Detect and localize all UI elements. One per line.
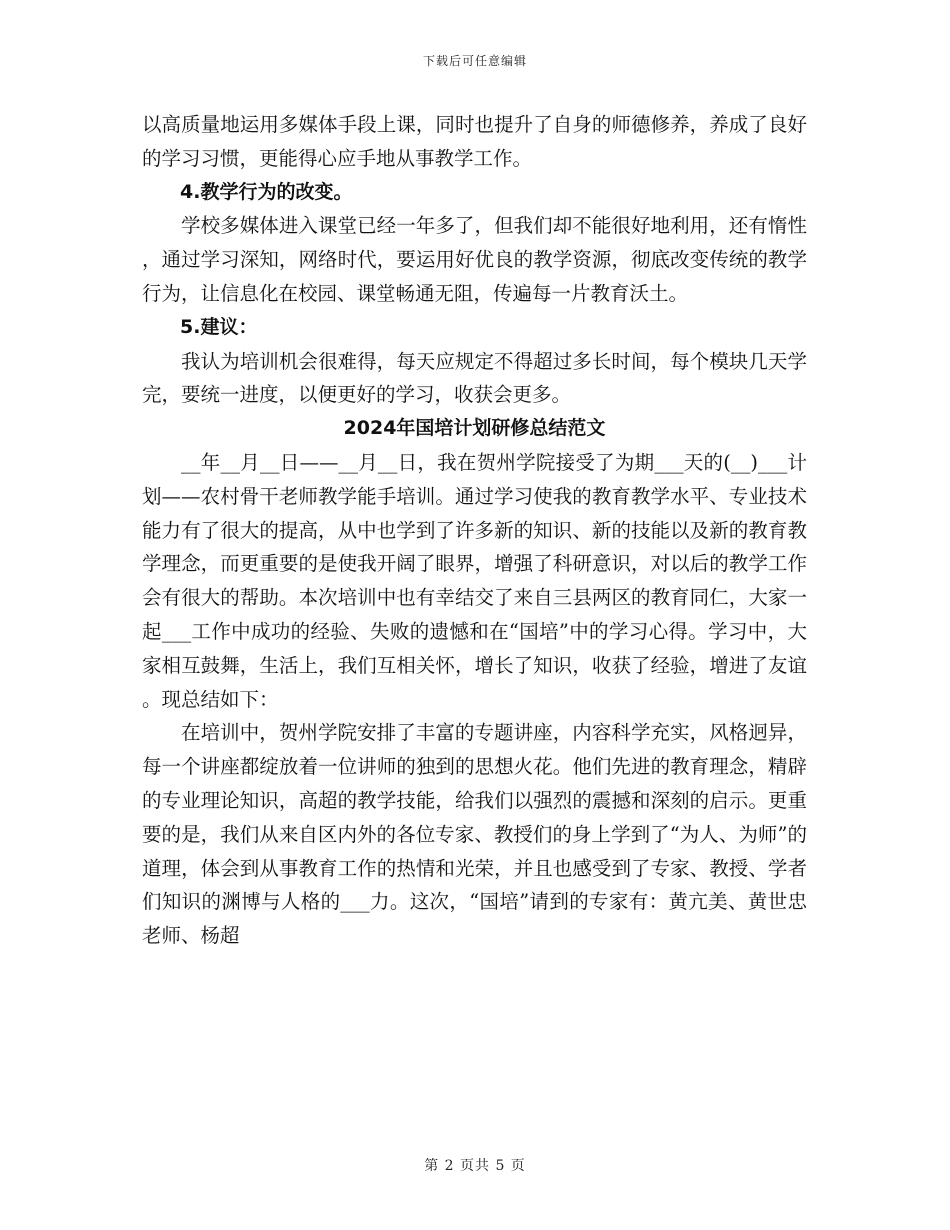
section-heading-4: 4.教学行为的改变。: [180, 180, 353, 203]
paragraph-lectures: 在培训中，贺州学院安排了丰富的专题讲座，内容科学充实，风格迥异，每一个讲座都绽放着一位讲师的独到的思想火花。他们先进的教育理念，精辟的专业理论知识，高超的教学技能，给我们以强烈的震撼和深刻的启示。更重要的是，我们从来自区内外的各位专家、教授们的身上学到了“为人、为师”的道理，体会到从事教育工作的热情和光荣，并且也感受到了专家、教授、学者们知识的渊博与人格的___力。这次，“国培”请到的专家有：黄亢美、黄世忠老师、杨超: [142, 721, 807, 948]
paragraph-teaching-behavior: 学校多媒体进入课堂已经一年多了，但我们却不能很好地利用，还有惰性，通过学习深知，网络时代，要运用好优良的教学资源，彻底改变传统的教学行为，让信息化在校园、课堂畅通无阻，传遍每一片教育沃土。: [142, 214, 807, 305]
page-footer: 第 2 页共 5 页: [424, 1158, 526, 1174]
page-header: 下载后可任意编辑: [422, 54, 527, 68]
article-title: 2024年国培计划研修总结范文: [343, 417, 606, 440]
paragraph-continued: 以高质量地运用多媒体手段上课，同时也提升了自身的师德修养，养成了良好的学习习惯，更能得心应手地从事教学工作。: [142, 113, 807, 170]
paragraph-intro: __年__月__日——__月__日，我在贺州学院接受了为期___天的(__)___计划——农村骨干老师教学能手培训。通过学习使我的教育教学水平、专业技术能力有了很大的提高，从中也学到了许多新的知识、新的技能以及新的教育教学理念，而更重要的是使我开阔了眼界，增强了科研意识，对以后的教学工作会有很大的帮助。本次培训中也有幸结交了来自三县两区的教育同仁，大家一起___工作中成功的经验、失败的遗憾和在“国培”中的学习心得。学习中，大家相互鼓舞，生活上，我们互相关怀，增长了知识，收获了经验，增进了友谊。现总结如下：: [142, 450, 807, 711]
document-body: [142, 108, 807, 953]
section-heading-5: 5.建议：: [180, 315, 258, 338]
paragraph-suggestion: 我认为培训机会很难得，每天应规定不得超过多长时间，每个模块几天学完，要统一进度，以便更好的学习，收获会更多。: [142, 349, 807, 407]
